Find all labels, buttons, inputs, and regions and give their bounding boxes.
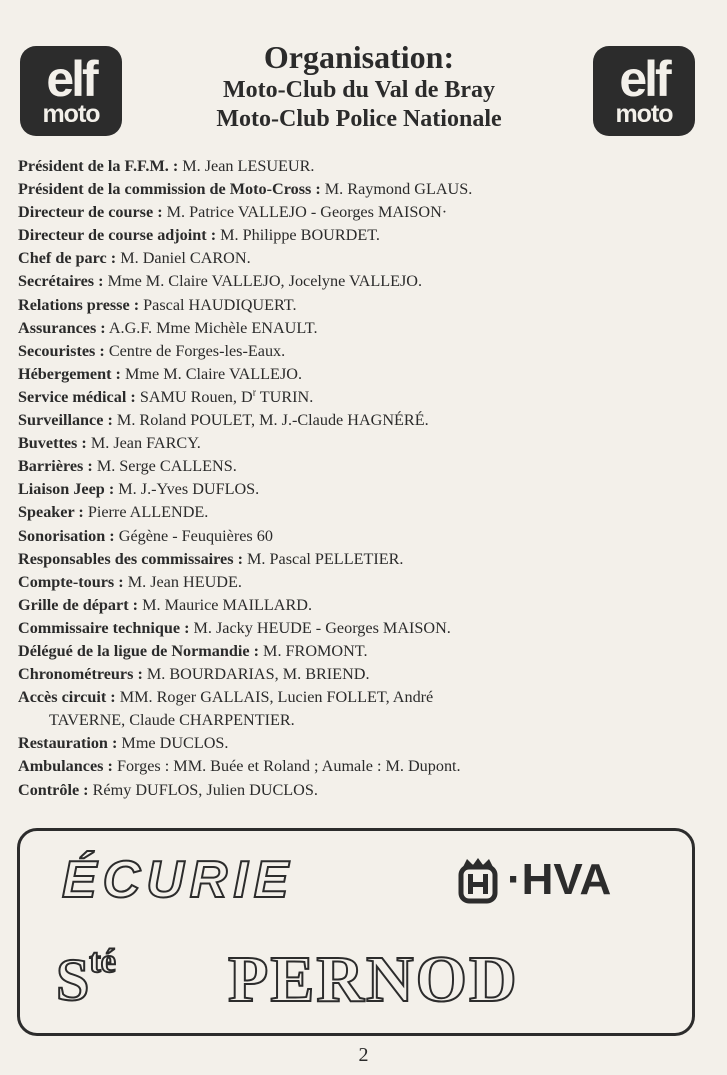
hva-text: ·HVA — [507, 855, 612, 904]
ste-letter: S — [56, 947, 90, 1013]
entry-row — [18, 201, 718, 224]
entry-role: Assurances : — [18, 318, 106, 337]
entry-row — [18, 340, 718, 363]
entry-row — [18, 663, 718, 686]
entry-value: M. BOURDARIAS, M. BRIEND. — [142, 665, 370, 684]
entry-role: Accès circuit : — [18, 688, 116, 707]
entry-value: Mme M. Claire VALLEJO. — [120, 364, 302, 383]
entry-role: Délégué de la ligue de Normandie : — [18, 641, 259, 660]
club-name-1: Moto-Club du Val de Bray — [222, 77, 496, 103]
entry-row — [18, 548, 718, 571]
entry-row — [18, 732, 718, 755]
ste-text — [56, 945, 116, 1015]
page-title: Organisation: — [263, 39, 455, 75]
entry-row — [18, 363, 718, 386]
entry-role: Responsables des commissaires : — [18, 549, 243, 568]
entry-role: Chronométreurs : — [18, 665, 143, 684]
entry-role: Hébergement : — [18, 364, 121, 383]
entry-row — [18, 409, 718, 432]
entry-role: Commissaire technique : — [18, 618, 190, 637]
entry-value: Mme DUCLOS. — [117, 734, 229, 753]
entry-value: M. Serge CALLENS. — [92, 457, 237, 476]
entry-row — [18, 779, 718, 802]
entry-row — [18, 640, 718, 663]
entry-role: Grille de départ : — [18, 595, 139, 614]
pernod-text: PERNOD — [228, 943, 519, 1016]
entry-value: Pierre ALLENDE. — [83, 503, 209, 522]
header — [130, 38, 588, 134]
pernod-banner — [56, 941, 666, 1021]
entry-row — [18, 501, 718, 524]
entry-row — [18, 178, 718, 201]
entry-role: Chef de parc : — [18, 249, 117, 268]
entry-role: Directeur de course adjoint : — [18, 226, 217, 245]
logo-elf-text: elf — [46, 51, 96, 107]
entry-role: Liaison Jeep : — [18, 480, 115, 499]
ecurie-text: ÉCURIE — [62, 851, 295, 909]
entry-row — [18, 247, 718, 270]
page-number: 2 — [358, 1044, 369, 1066]
entry-value: M. Roland POULET, M. J.-Claude HAGNÉRÉ. — [112, 411, 429, 430]
entry-value: M. Daniel CARON. — [116, 249, 251, 268]
ste-small-letters: té — [89, 943, 116, 980]
entry-value: MM. Roger GALLAIS, Lucien FOLLET, André — [115, 688, 434, 707]
logo-moto-text: moto — [615, 100, 673, 128]
entry-row — [18, 317, 718, 340]
entry-row — [18, 455, 718, 478]
entry-role: Secrétaires : — [18, 272, 104, 291]
entry-role: Contrôle : — [18, 780, 89, 799]
entry-value: M. Jean LESUEUR. — [178, 157, 315, 175]
club-name-2: Moto-Club Police Nationale — [216, 106, 502, 132]
entry-row — [18, 386, 718, 409]
entry-value: M. Pascal PELLETIER. — [242, 549, 404, 568]
entry-superscript: r — [252, 387, 257, 399]
entry-row — [18, 478, 718, 501]
entry-role: Secouristes : — [18, 341, 105, 360]
entry-value: M. Maurice MAILLARD. — [138, 595, 313, 614]
entry-role: Sonorisation : — [18, 526, 115, 545]
husqvarna-crown-icon — [453, 855, 503, 905]
organisation-list — [18, 155, 718, 802]
entry-value: Pascal HAUDIQUERT. — [139, 295, 297, 314]
elf-moto-logo-right — [593, 46, 695, 136]
entry-row — [18, 686, 718, 709]
entry-value: SAMU Rouen, D — [135, 387, 253, 406]
entry-role: Relations presse : — [18, 295, 140, 314]
entry-value: Forges : MM. Buée et Roland ; Aumale : M. Dupont. — [112, 757, 461, 776]
entry-role: Compte-tours : — [18, 572, 124, 591]
entry-row — [18, 709, 718, 732]
elf-moto-logo-left — [20, 46, 122, 136]
entry-role: Restauration : — [18, 734, 118, 753]
entry-value: M. Jean FARCY. — [86, 434, 201, 453]
logo-elf-text: elf — [619, 51, 669, 107]
entry-value: M. FROMONT. — [259, 641, 368, 660]
entry-row — [18, 294, 718, 317]
entry-value: Mme M. Claire VALLEJO, Jocelyne VALLEJO. — [103, 272, 423, 291]
entry-role: Service médical : — [18, 387, 136, 406]
entry-value: M. Raymond GLAUS. — [320, 180, 473, 199]
entry-role: Directeur de course : — [18, 203, 163, 222]
entry-value: M. Patrice VALLEJO - Georges MAISON· — [162, 203, 448, 222]
entry-role: Barrières : — [18, 457, 93, 476]
entry-role: Président de la F.F.M. : — [18, 157, 179, 175]
entry-value: M. Philippe BOURDET. — [216, 226, 380, 245]
entry-value: Rémy DUFLOS, Julien DUCLOS. — [88, 780, 318, 799]
entry-value: Gégène - Feuquières 60 — [114, 526, 273, 545]
entry-value: M. Jean HEUDE. — [123, 572, 242, 591]
entry-row — [18, 432, 718, 455]
entry-row — [18, 155, 718, 178]
entry-row — [18, 571, 718, 594]
entry-row — [18, 525, 718, 548]
entry-row — [18, 224, 718, 247]
entry-value: Centre de Forges-les-Eaux. — [104, 341, 286, 360]
entry-role: Buvettes : — [18, 434, 87, 453]
entry-role: Surveillance : — [18, 411, 113, 430]
entry-value-tail: TURIN. — [256, 387, 314, 406]
entry-row — [18, 617, 718, 640]
entry-role: Président de la commission de Moto-Cross : — [18, 180, 321, 199]
entry-value: M. J.-Yves DUFLOS. — [114, 480, 260, 499]
entry-row — [18, 270, 718, 293]
sponsor-box — [17, 828, 695, 1036]
entry-row — [18, 755, 718, 778]
entry-role: Speaker : — [18, 503, 84, 522]
logo-moto-text: moto — [42, 100, 100, 128]
entry-role: Ambulances : — [18, 757, 113, 776]
entry-row — [18, 594, 718, 617]
entry-value: A.G.F. Mme Michèle ENAULT. — [105, 318, 318, 337]
entry-value: TAVERNE, Claude CHARPENTIER. — [49, 711, 295, 730]
entry-value: M. Jacky HEUDE - Georges MAISON. — [189, 618, 451, 637]
